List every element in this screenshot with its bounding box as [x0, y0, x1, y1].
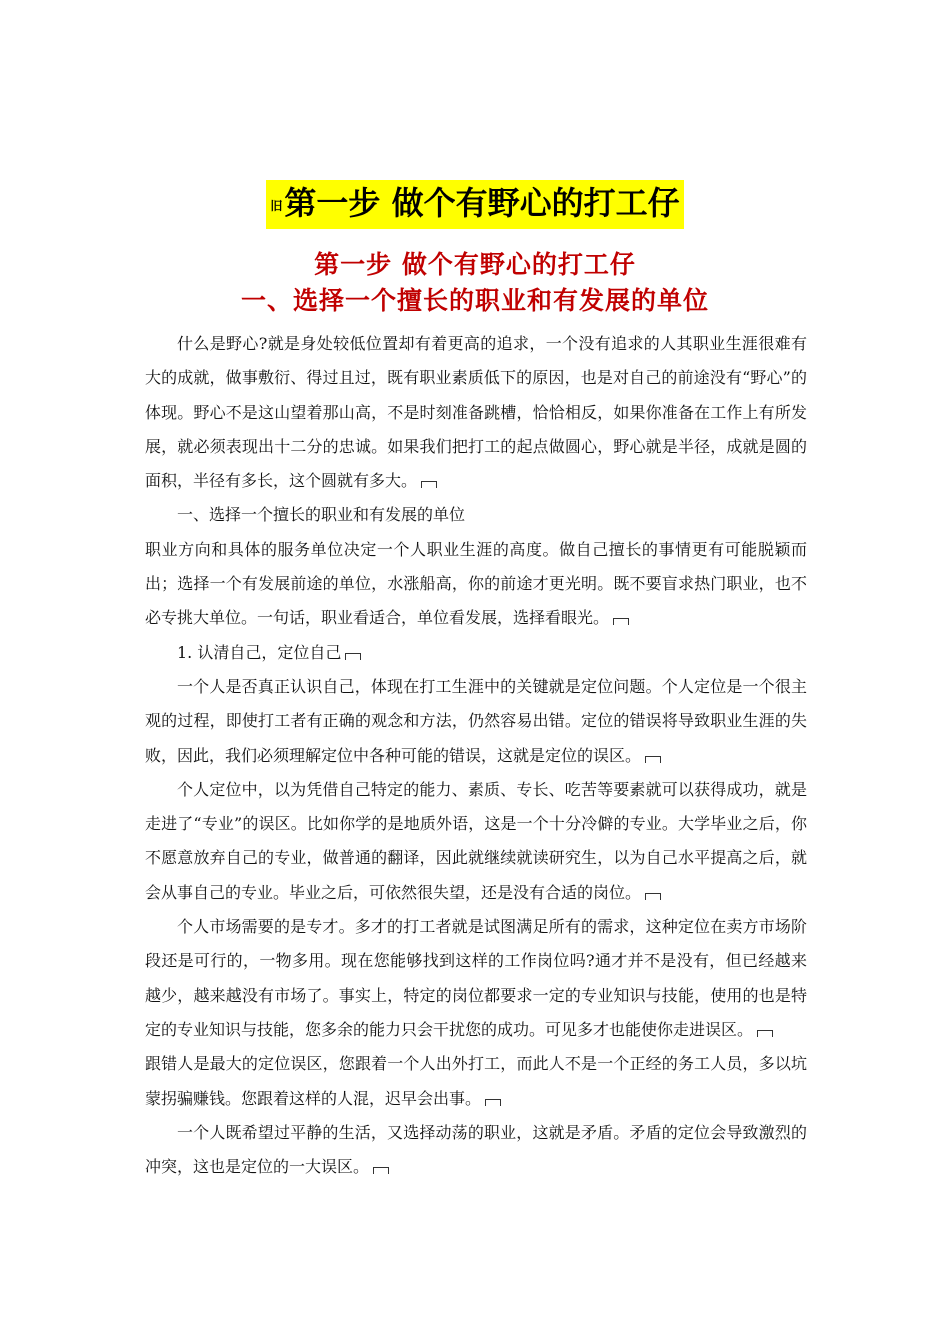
- heading-text: 第一步 做个有野心的打工仔: [284, 184, 680, 222]
- heading-mark: 旧: [270, 198, 283, 213]
- paragraph: [145, 670, 807, 773]
- heading-highlight: [266, 180, 683, 229]
- paragraph: [145, 1116, 807, 1185]
- paragraph-mark-icon: [645, 893, 661, 900]
- paragraph: [145, 327, 807, 498]
- subtitle-step: 第一步 做个有野心的打工仔: [314, 250, 636, 279]
- paragraph-text: 个人市场需要的是专才。多才的打工者就是试图满足所有的需求，这种定位在卖方市场阶段还是可行的，一物多用。现在您能够找到这样的工作岗位吗?通才并不是没有，但已经越来越少，越来越没有市场了。事实上，特定的岗位都要求一定的专业知识与技能，使用的也是特定的专业知识与技能，您多余的能力只会干扰您的成功。可见多才也能使你走进误区。: [145, 917, 807, 1039]
- paragraph-mark-icon: [345, 653, 361, 660]
- paragraph: [145, 910, 807, 1047]
- paragraph-text: 一、选择一个擅长的职业和有发展的单位: [177, 505, 466, 525]
- paragraph-text: 跟错人是最大的定位误区，您跟着一个人出外打工，而此人不是一个正经的务工人员，多以坑蒙拐骗赚钱。您跟着这样的人混，迟早会出事。: [145, 1054, 807, 1108]
- paragraph-mark-icon: [485, 1099, 501, 1106]
- paragraph-text: 一个人是否真正认识自己，体现在打工生涯中的关键就是定位问题。个人定位是一个很主观的过程，即使打工者有正确的观念和方法，仍然容易出错。定位的错误将导致职业生涯的失败，因此，我们必须理解定位中各种可能的错误，这就是定位的误区。: [145, 676, 807, 765]
- paragraph-text: 1. 认清自己，定位自己: [177, 642, 342, 662]
- paragraph-mark-icon: [613, 618, 629, 625]
- paragraph: [145, 533, 807, 636]
- paragraph-mark-icon: [757, 1030, 773, 1037]
- paragraph-text: 个人定位中，以为凭借自己特定的能力、素质、专长、吃苦等要素就可以获得成功，就是走进了“专业”的误区。比如你学的是地质外语，这是一个十分冷僻的专业。大学毕业之后，你不愿意放弃自己的专业，做普通的翻译，因此就继续就读研究生，以为自己水平提高之后，就会从事自己的专业。毕业之后，可依然很失望，还是没有合适的岗位。: [145, 779, 807, 902]
- paragraph-mark-icon: [645, 756, 661, 763]
- paragraph: [145, 636, 807, 670]
- paragraph-mark-icon: [373, 1167, 389, 1174]
- document-heading: [0, 180, 950, 230]
- paragraph: [145, 498, 807, 532]
- body-text: [145, 327, 807, 1184]
- paragraph-text: 什么是野心?就是身处较低位置却有着更高的追求，一个没有追求的人其职业生涯很难有大的成就，做事敷衍、得过且过，既有职业素质低下的原因，也是对自己的前途没有“野心”的体现。野心不是这山望着那山高，不是时刻准备跳槽，恰恰相反，如果你准备在工作上有所发展，就必须表现出十二分的忠诚。如果我们把打工的起点做圆心，野心就是半径，成就是圆的面积，半径有多长，这个圆就有多大。: [145, 334, 807, 491]
- paragraph-text: 职业方向和具体的服务单位决定一个人职业生涯的高度。做自己擅长的事情更有可能脱颖而出；选择一个有发展前途的单位，水涨船高，你的前途才更光明。既不要盲求热门职业，也不必专挑大单位。一句话，职业看适合，单位看发展，选择看眼光。: [145, 539, 807, 628]
- paragraph-text: 一个人既希望过平静的生活，又选择动荡的职业，这就是矛盾。矛盾的定位会导致激烈的冲突，这也是定位的一大误区。: [145, 1122, 807, 1177]
- subtitle-section: 一、选择一个擅长的职业和有发展的单位: [240, 286, 709, 315]
- paragraph: [145, 1047, 807, 1116]
- paragraph: [145, 773, 807, 910]
- paragraph-mark-icon: [421, 481, 437, 488]
